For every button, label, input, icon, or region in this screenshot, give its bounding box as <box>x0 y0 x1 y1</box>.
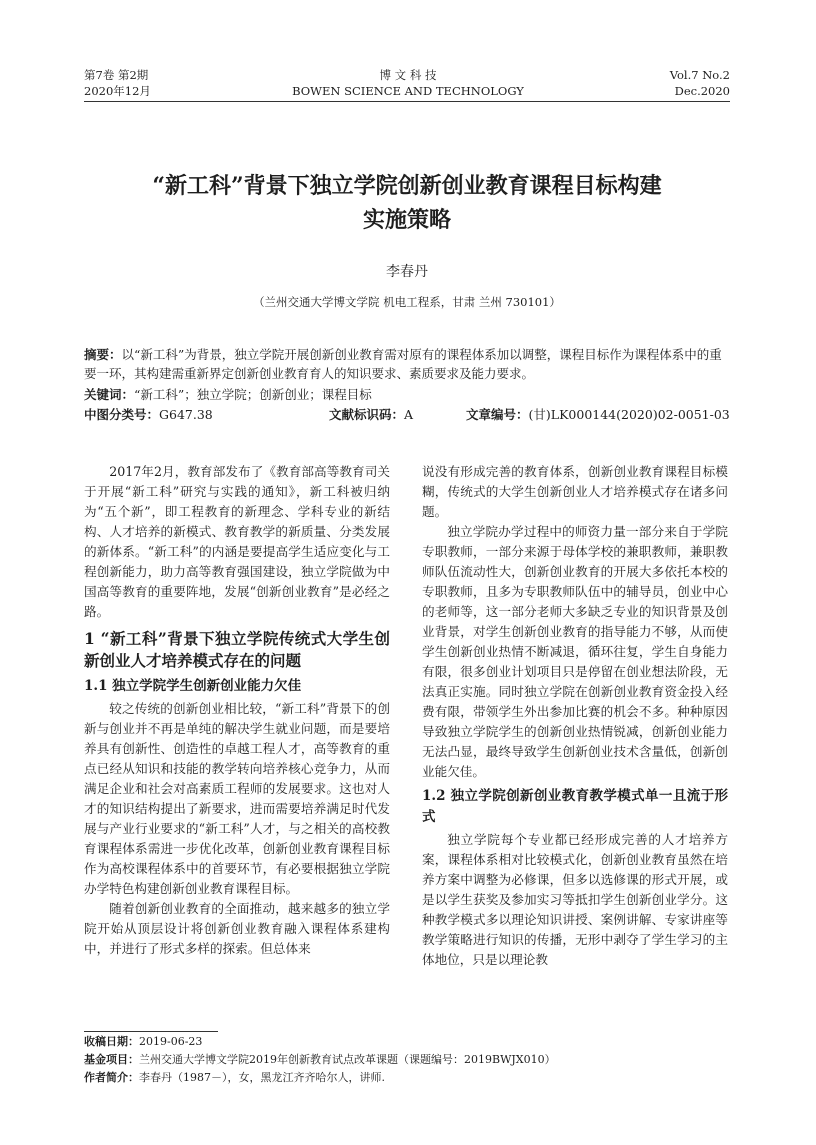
subsection-heading-1-2: 1.2 独立学院创新创业教育教学模式单一且流于形式 <box>422 788 728 825</box>
body-right-column <box>422 462 728 970</box>
abstract <box>84 345 730 383</box>
footnote-received <box>84 1033 744 1051</box>
article-number <box>466 405 730 424</box>
document-code <box>329 405 413 424</box>
header-date-cn: 2020年12月 <box>84 84 151 98</box>
doc-value: A <box>404 407 414 422</box>
keywords-text: “新工科”；独立学院；创新创业；课程目标 <box>134 387 372 402</box>
footnote-rule <box>84 1031 218 1032</box>
section-heading-1: 1 “新工科”背景下独立学院传统式大学生创新创业人才培养模式存在的问题 <box>84 629 390 670</box>
fund-label: 基金项目： <box>84 1053 139 1066</box>
header-rule <box>84 101 730 102</box>
author-name: 李春丹 <box>386 264 428 280</box>
paper-title-line-1: “新工科”背景下独立学院创新创业教育课程目标构建 <box>152 173 662 199</box>
abstract-label: 摘要： <box>84 347 122 362</box>
art-value: (甘)LK000144(2020)02-0051-03 <box>528 407 730 422</box>
body-paragraph: 说没有形成完善的教育体系，创新创业教育课程目标模糊，传统式的大学生创新创业人才培养模式存在诸多问题。 <box>422 464 728 519</box>
bio-label: 作者简介： <box>84 1071 139 1084</box>
body-paragraph: 随着创新创业教育的全面推动，越来越多的独立学院开始从顶层设计将创新创业教育融入课程体系建构中，并进行了形式多样的探索。但总体来 <box>84 901 390 956</box>
body-paragraph: 独立学院每个专业都已经形成完善的人才培养方案，课程体系相对比较模式化，创新创业教育虽然在培养方案中调整为必修课，但多以选修课的形式开展，或是以学生获奖及参加实习等抵扣学生创新创业学分。这种教学模式多以理论知识讲授、案例讲解、专家讲座等教学策略进行知识的传播，无形中剥夺了学生学习的主体地位，只是以理论教 <box>422 832 728 967</box>
body-paragraph: 较之传统的创新创业相比较，“新工科”背景下的创新与创业并不再是单纯的解决学生就业问题，而是要培养具有创新性、创造性的卓越工程人才，高等教育的重点已经从知识和技能的教学转向培养核心竞争力，从而满足企业和社会对高素质工程师的发展要求。这也对人才的知识结构提出了新要求，进而需要培养满足时代发展与产业行业要求的“新工科”人才，与之相关的高校教育课程体系需进一步优化改革，创新创业教育课程目标作为高校课程体系中的首要环节，有必要根据独立学院办学特色构建创新创业教育课程目标。 <box>84 701 390 896</box>
fund-value: 兰州交通大学博文学院2019年创新教育试点改革课题（课题编号：2019BWJX010） <box>139 1053 556 1066</box>
footnote-author-bio <box>84 1069 744 1087</box>
author-affiliation: （兰州交通大学博文学院 机电工程系，甘肃 兰州 730101） <box>253 295 561 309</box>
keywords-label: 关键词： <box>84 387 135 402</box>
clc-label: 中图分类号： <box>84 407 160 422</box>
header-date-en: Dec.2020 <box>674 84 730 98</box>
paper-title-line-2: 实施策略 <box>362 207 451 233</box>
body-paragraph: 独立学院办学过程中的师资力量一部分来自于学院专职教师，一部分来源于母体学校的兼职教师，兼职教师队伍流动性大，创新创业教育的开展大多依托本校的专职教师，且多为专职教师队伍中的辅导员，创业中心的老师等，这一部分老师大多缺乏专业的知识背景及创业背景，对学生创新创业教育的指导能力不够，从而使学生创新创业热情不断减退，循环往复，学生自身能力有限，很多创业计划项目只是停留在创业想法阶段，无法真正实施。同时独立学院在创新创业教育资金投入经费有限，带领学生外出参加比赛的机会不多。种种原因导致独立学院学生的创新创业热情锐减，创新创业能力无法凸显，最终导致学生创新创业技术含量低，创新创业能欠佳。 <box>422 524 728 779</box>
header-volume-cn: 第7卷 第2期 <box>84 68 149 82</box>
body-left-column <box>84 462 390 959</box>
header-journal-cn: 博 文 科 技 <box>379 68 437 82</box>
received-label: 收稿日期： <box>84 1035 139 1048</box>
bio-value: 李春丹（1987－），女，黑龙江齐齐哈尔人，讲师. <box>139 1071 385 1084</box>
footnote-fund <box>84 1051 744 1069</box>
body-paragraph: 2017年2月，教育部发布了《教育部高等教育司关于开展“新工科”研究与实践的通知》，新工科被归纳为“五个新”，即工程教育的新理念、学科专业的新结构、人才培养的新模式、教育教学的新质量、分类发展的新体系。“新工科”的内涵是要提高学生适应变化与工程创新能力，助力高等教育强国建设，独立学院做为中国高等教育的重要阵地，发展“创新创业教育”是必经之路。 <box>84 464 390 619</box>
doc-label: 文献标识码： <box>329 407 405 422</box>
keywords <box>84 385 730 404</box>
art-label: 文章编号： <box>466 407 529 422</box>
header-volume-en: Vol.7 No.2 <box>669 68 730 82</box>
header-journal-en: BOWEN SCIENCE AND TECHNOLOGY <box>292 84 524 98</box>
received-value: 2019-06-23 <box>139 1035 203 1048</box>
subsection-heading-1-1: 1.1 独立学院学生创新创业能力欠佳 <box>84 678 302 694</box>
abstract-text: 以“新工科”为背景，独立学院开展创新创业教育需对原有的课程体系加以调整，课程目标作为课程体系中的重要一环，其构建需重新界定创新创业教育育人的知识要求、素质要求及能力要求。 <box>84 347 722 381</box>
clc-value: G647.38 <box>159 407 213 422</box>
clc-code <box>84 405 213 424</box>
